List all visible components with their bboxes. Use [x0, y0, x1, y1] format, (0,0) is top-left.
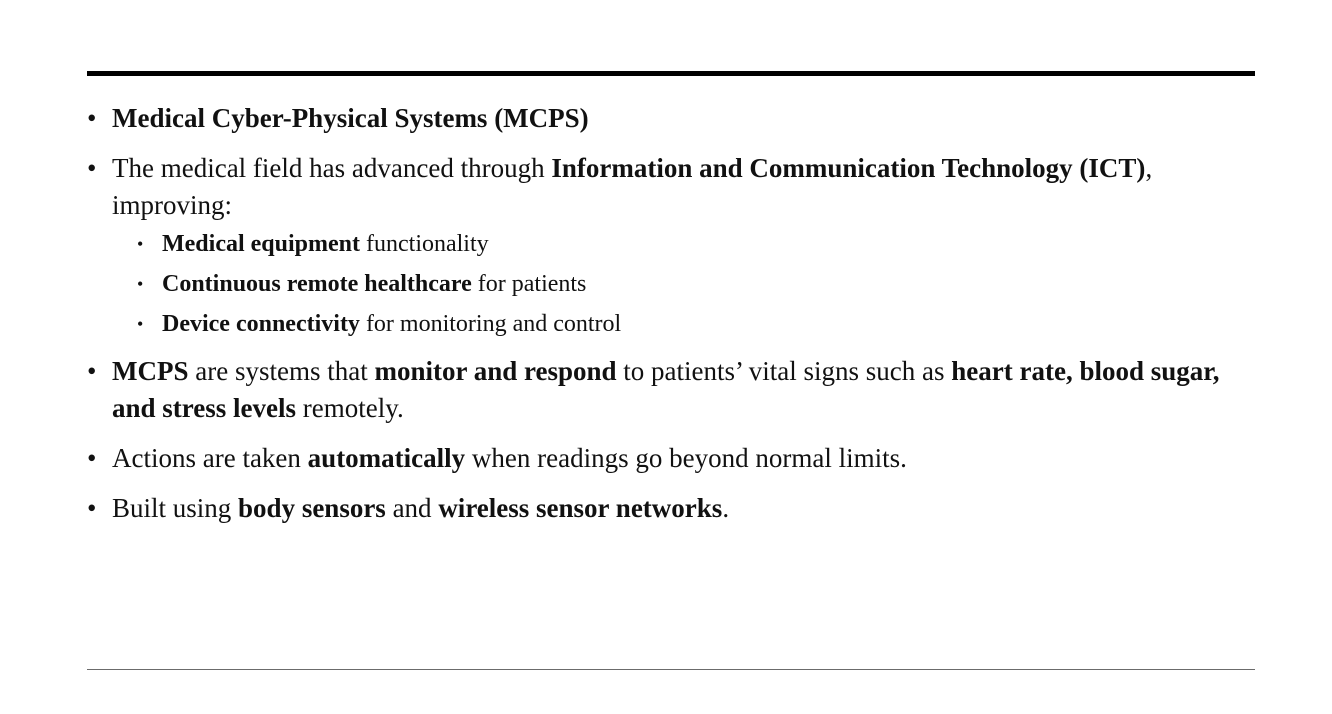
- text-segment: automatically: [307, 443, 466, 473]
- content-area: [87, 100, 1255, 540]
- sub-bullet-icon: •: [137, 274, 144, 294]
- text-segment: body sensors: [238, 493, 386, 523]
- sub-bullet-icon: •: [137, 314, 144, 334]
- text-segment: Medical Cyber-Physical Systems (MCPS): [112, 103, 589, 133]
- text-segment: MCPS: [112, 356, 189, 386]
- top-divider: [87, 71, 1255, 76]
- text-segment: functionality: [360, 231, 489, 257]
- text-segment: The medical field has advanced through: [112, 153, 552, 183]
- text-segment: remotely.: [296, 393, 404, 423]
- text-segment: Built using: [112, 493, 239, 523]
- text-segment: and: [385, 493, 439, 523]
- text-segment: , improving:: [112, 153, 1153, 220]
- sub-bullet-item: [137, 228, 1255, 260]
- sub-bullet-icon: •: [137, 234, 144, 254]
- text-segment: Medical equipment: [162, 231, 360, 257]
- sub-bullet-item: [137, 308, 1255, 340]
- bullet-icon: •: [87, 356, 97, 386]
- text-segment: for patients: [471, 271, 587, 297]
- text-segment: are systems that: [188, 356, 375, 386]
- text-segment: heart rate, blood sugar, and stress levels: [112, 356, 1220, 423]
- bottom-divider: [87, 669, 1255, 670]
- sub-bullet-list: [112, 228, 1255, 340]
- text-segment: Continuous remote healthcare: [162, 271, 472, 297]
- bullet-icon: •: [87, 103, 97, 133]
- bullet-item: [87, 353, 1255, 427]
- text-segment: monitor and respond: [374, 356, 617, 386]
- text-segment: .: [722, 493, 730, 523]
- bullet-item: [87, 150, 1255, 340]
- bullet-item: [87, 100, 1255, 137]
- bullet-icon: •: [87, 153, 97, 183]
- text-segment: Device connectivity: [162, 311, 360, 337]
- bullet-icon: •: [87, 443, 97, 473]
- bullet-list: [87, 100, 1255, 527]
- text-segment: Information and Communication Technology (ICT): [551, 153, 1146, 183]
- text-segment: Actions are taken: [112, 443, 308, 473]
- bullet-item: [87, 440, 1255, 477]
- text-segment: when readings go beyond normal limits.: [465, 443, 907, 473]
- sub-bullet-item: [137, 268, 1255, 300]
- bullet-item: [87, 490, 1255, 527]
- text-segment: for monitoring and control: [359, 311, 622, 337]
- text-segment: wireless sensor networks: [438, 493, 723, 523]
- text-segment: to patients’ vital signs such as: [616, 356, 952, 386]
- bullet-icon: •: [87, 493, 97, 523]
